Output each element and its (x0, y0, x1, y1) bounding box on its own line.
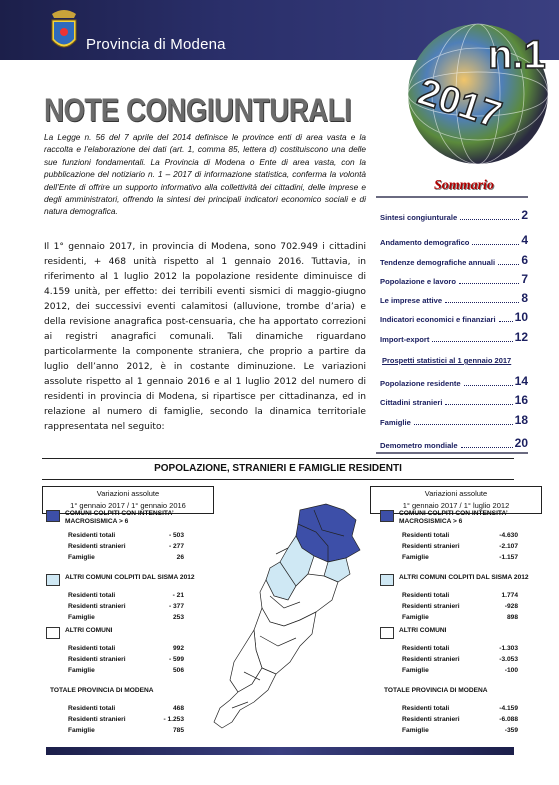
stat-value: -1.157 (499, 554, 518, 561)
legend-swatch (46, 574, 60, 586)
right-period-range: 1° gennaio 2017 / 1° luglio 2012 (402, 501, 510, 510)
leader-dots (464, 385, 513, 386)
category-label: ALTRI COMUNI COLPITI DAL SISMA 2012 (65, 574, 195, 581)
category-legend-2 (46, 574, 195, 586)
stat-label: Famiglie (68, 614, 95, 621)
prospetti-item-label: Popolazione residente (380, 379, 461, 388)
sommario-item-page: 4 (521, 233, 528, 247)
stat-label: Residenti totali (402, 532, 450, 539)
stat-label: Famiglie (68, 727, 95, 734)
stat-value: - 503 (168, 532, 184, 539)
stat-label: Residenti totali (402, 592, 450, 599)
left-period-range: 1° gennaio 2017 / 1° gennaio 2016 (70, 501, 186, 510)
stat-row (68, 592, 184, 599)
leader-dots (460, 219, 519, 220)
stat-row (68, 543, 184, 550)
stat-row (402, 667, 518, 674)
stat-row (402, 603, 518, 610)
leader-dots (445, 302, 519, 303)
legend-swatch (380, 574, 394, 586)
sommario-item-page: 10 (514, 310, 528, 324)
sommario-item-page: 12 (514, 330, 528, 344)
prospetti-item-page: 20 (514, 436, 528, 450)
category-legend-1 (46, 510, 174, 526)
stat-value: 992 (172, 645, 184, 652)
stat-label: Famiglie (402, 667, 429, 674)
province-crest-logo (46, 6, 82, 56)
stat-label: Famiglie (402, 614, 429, 621)
body-paragraph: Il 1° gennaio 2017, in provincia di Modena, sono 702.949 i cittadini residenti, + 468 unità rispetto al 1 gennaio 2016. Tuttavia, in riferimento al 1 luglio 2012 la popolazione residente diminuisce di 4.159 unità, per effetto: dei terribili eventi sismici di maggio-giugno 2012, dei successivi eventi calamitosi (alluvione, trombe d’aria) e della revisione anagrafica post-censuaria, che ha apportato correzioni ai registri anagrafici comunali. Tali dinamiche riguardano particolarmente la componente straniera, che proprio a partire da luglio dell’anno 2012, è in costante diminuzione. Le variazioni assolute rispetto al 1 gennaio 2016 e al 1 luglio 2012 del numero di residenti in provincia di Modena, si ripartisce per cittadinanza, ed in relazione al numero di famiglie, secondo la dinamica territoriale rappresentata nel seguito: (44, 242, 366, 432)
stat-value: 468 (172, 705, 184, 712)
sommario-item[interactable] (380, 208, 528, 222)
sommario-item-label: Import-export (380, 335, 430, 344)
sommario-item-page: 2 (521, 208, 528, 222)
sommario-item-label: Indicatori economici e finanziari (380, 315, 496, 324)
stat-label: Residenti stranieri (68, 603, 126, 610)
leader-dots (472, 244, 519, 245)
sommario-title: Sommario (434, 178, 494, 193)
stat-row (402, 592, 518, 599)
stat-label: Residenti stranieri (402, 656, 460, 663)
sommario-item[interactable] (380, 272, 528, 286)
category-label: ALTRI COMUNI (65, 627, 113, 634)
prospetti-item-label: Famiglie (380, 418, 411, 427)
stat-label: Famiglie (68, 554, 95, 561)
prospetti-item[interactable] (380, 436, 528, 450)
stat-value: -359 (504, 727, 518, 734)
stat-label: Residenti totali (402, 645, 450, 652)
sommario-item[interactable] (380, 233, 528, 247)
stat-value: -2.107 (499, 543, 518, 550)
leader-dots (414, 424, 513, 425)
stat-row (402, 716, 518, 723)
category-legend-1 (380, 510, 508, 526)
category-label: ALTRI COMUNI (399, 627, 447, 634)
category-label: COMUNI COLPITI CON INTENSITA’ MACROSISMICA > 6 (65, 510, 174, 525)
leader-dots (498, 264, 519, 265)
stat-row (402, 614, 518, 621)
stat-value: 26 (176, 554, 184, 561)
sommario-item[interactable] (380, 330, 528, 344)
leader-dots (445, 404, 512, 405)
stat-label: Famiglie (68, 667, 95, 674)
stat-value: - 1.253 (163, 716, 184, 723)
stat-value: 506 (172, 667, 184, 674)
stat-value: 253 (172, 614, 184, 621)
sommario-item[interactable] (380, 253, 528, 267)
legend-swatch (380, 510, 394, 522)
prospetti-item[interactable] (380, 393, 528, 407)
prospetti-item-page: 14 (514, 374, 528, 388)
sommario-item-label: Tendenze demografiche annuali (380, 258, 496, 267)
legend-swatch (46, 627, 60, 639)
category-legend-3 (380, 627, 447, 639)
sommario-item-page: 8 (521, 291, 528, 305)
issue-year: 2017 (412, 70, 507, 137)
stat-row (68, 656, 184, 663)
leader-dots (461, 447, 513, 448)
stat-label: Residenti stranieri (402, 603, 460, 610)
category-legend-2 (380, 574, 529, 586)
stat-value: -1.303 (499, 645, 518, 652)
stat-label: Famiglie (402, 727, 429, 734)
stat-value: -4.159 (499, 705, 518, 712)
sommario-item-label: Popolazione e lavoro (380, 277, 456, 286)
legend-swatch (46, 510, 60, 522)
prospetti-heading: Prospetti statistici al 1 gennaio 2017 (382, 356, 512, 365)
footer-band (46, 747, 514, 755)
sommario-item[interactable] (380, 310, 528, 324)
category-label: TOTALE PROVINCIA DI MODENA (384, 687, 488, 694)
stat-row (68, 716, 184, 723)
intro-paragraph: La Legge n. 56 del 7 aprile del 2014 definisce le province enti di area vasta e la raccolta e l’elaborazione dei dati (art. 1, comma 85, lettera d) costituiscono una delle sue funzioni fondamentali. La Provincia di Modena o Ente di area vasta, con la pubblicazione del notiziario n. 1 – 2017 di informazione statistica, conferma la volontà dell’Ente di offrire un supporto informativo alla collettività dei cittadini, delle imprese e degli amministratori, offrendo la sintesi dei principali indicatori economico sociali e di natura demografica. (44, 132, 366, 217)
prospetti-item-page: 16 (514, 393, 528, 407)
prospetti-item[interactable] (380, 413, 528, 427)
category-label: TOTALE PROVINCIA DI MODENA (50, 687, 154, 694)
stat-value: 898 (506, 614, 518, 621)
stat-label: Residenti stranieri (68, 716, 126, 723)
stat-label: Residenti stranieri (402, 716, 460, 723)
legend-swatch (380, 627, 394, 639)
stat-row (68, 667, 184, 674)
stat-row (402, 656, 518, 663)
prospetti-item-label: Cittadini stranieri (380, 398, 443, 407)
stat-row (68, 554, 184, 561)
stat-row (68, 705, 184, 712)
sommario-item-page: 6 (521, 253, 528, 267)
stat-row (402, 554, 518, 561)
stat-value: -928 (504, 603, 518, 610)
stat-value: -100 (504, 667, 518, 674)
stat-row (402, 705, 518, 712)
stat-value: 785 (172, 727, 184, 734)
section-title: POPOLAZIONE, STRANIERI E FAMIGLIE RESIDENTI (154, 463, 402, 474)
stat-row (402, 645, 518, 652)
stat-label: Residenti totali (68, 532, 116, 539)
stat-value: - 277 (168, 543, 184, 550)
category-legend-3 (46, 627, 113, 639)
category-label: COMUNI COLPITI CON INTENSITA’ MACROSISMICA > 6 (399, 510, 508, 525)
stat-row (402, 532, 518, 539)
stat-value: -4.630 (499, 532, 518, 539)
province-name: Provincia di Modena (86, 36, 226, 53)
issue-number: n.1 (488, 33, 546, 77)
sommario-divider-bottom (376, 452, 528, 454)
stat-label: Residenti stranieri (68, 656, 126, 663)
stat-row (402, 727, 518, 734)
stat-row (68, 614, 184, 621)
prospetti-item[interactable] (380, 374, 528, 388)
stat-value: - 599 (168, 656, 184, 663)
left-period-label: Variazioni assolute (96, 489, 160, 498)
prospetti-item-label: Demometro mondiale (380, 441, 458, 450)
stat-row (68, 645, 184, 652)
stat-label: Residenti totali (402, 705, 450, 712)
sommario-item-page: 7 (521, 272, 528, 286)
prospetti-item-page: 18 (514, 413, 528, 427)
page-title: NOTE CONGIUNTURALI (44, 92, 352, 128)
globe-mosaic-image (402, 20, 554, 170)
stat-value: 1.774 (501, 592, 518, 599)
stat-row (68, 727, 184, 734)
stat-row (68, 532, 184, 539)
stat-label: Residenti stranieri (68, 543, 126, 550)
leader-dots (459, 283, 519, 284)
leader-dots (432, 341, 512, 342)
stat-label: Famiglie (402, 554, 429, 561)
sommario-item-label: Le imprese attive (380, 296, 443, 305)
category-label: ALTRI COMUNI COLPITI DAL SISMA 2012 (399, 574, 529, 581)
stat-label: Residenti totali (68, 592, 116, 599)
right-period-label: Variazioni assolute (424, 489, 488, 498)
stat-value: -6.088 (499, 716, 518, 723)
sommario-item[interactable] (380, 291, 528, 305)
sommario-item-label: Andamento demografico (380, 238, 470, 247)
stat-label: Residenti totali (68, 645, 116, 652)
stat-label: Residenti totali (68, 705, 116, 712)
stat-row (68, 603, 184, 610)
stat-value: - 377 (168, 603, 184, 610)
stat-label: Residenti stranieri (402, 543, 460, 550)
category-legend-4 (380, 687, 488, 695)
stat-value: - 21 (172, 592, 184, 599)
modena-province-map (204, 496, 370, 740)
category-legend-4 (46, 687, 154, 695)
leader-dots (499, 321, 513, 322)
sommario-item-label: Sintesi congiunturale (380, 213, 458, 222)
stat-value: -3.053 (499, 656, 518, 663)
sommario-divider (376, 196, 528, 198)
stat-row (402, 543, 518, 550)
